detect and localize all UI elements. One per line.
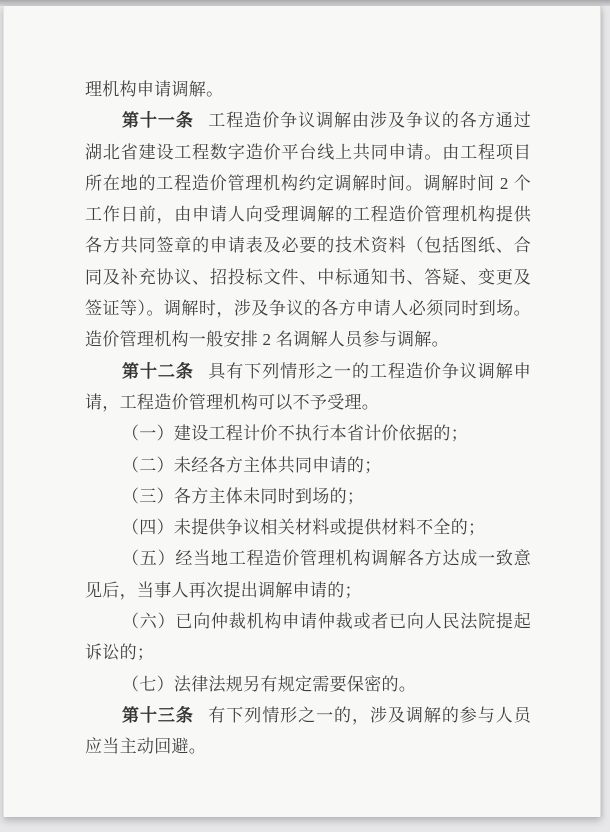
list-item-paragraph — [85, 606, 531, 669]
continuation-paragraph — [85, 74, 531, 105]
paragraph-text: （七）法律法规另有规定需要保密的。 — [122, 674, 417, 694]
article-paragraph — [85, 356, 531, 419]
list-item-paragraph — [85, 481, 531, 512]
article-paragraph — [85, 700, 531, 763]
paragraph-text: （二）未经各方主体共同申请的； — [122, 455, 382, 475]
paragraph-text: （一）建设工程计价不执行本省计价依据的； — [122, 424, 468, 444]
list-item-paragraph — [85, 450, 531, 481]
article-number: 第十三条 — [122, 705, 194, 725]
article-number: 第十一条 — [122, 111, 194, 131]
paragraph-text: 具有下列情形之一的工程造价争议调解申请，工程造价管理机构可以不予受理。 — [85, 361, 531, 412]
list-item-paragraph — [85, 512, 531, 543]
document-text-block — [85, 74, 531, 763]
article-number: 第十二条 — [122, 361, 194, 381]
paragraph-text: 有下列情形之一的，涉及调解的参与人员应当主动回避。 — [85, 705, 531, 757]
paragraph-text: （三）各方主体未同时到场的； — [122, 486, 365, 506]
paragraph-text: （六）已向仲裁机构申请仲裁或者已向人民法院提起诉讼的； — [85, 612, 531, 663]
paragraph-text: （五）经当地工程造价管理机构调解各方达成一致意见后，当事人再次提出调解申请的； — [85, 549, 531, 600]
article-paragraph — [85, 105, 531, 355]
list-item-paragraph — [85, 543, 531, 606]
list-item-paragraph — [85, 418, 531, 449]
list-item-paragraph — [85, 669, 531, 700]
paragraph-text: （四）未提供争议相关材料或提供材料不全的； — [122, 518, 486, 538]
paragraph-text: 理机构申请调解。 — [85, 80, 224, 99]
paragraph-text: 工程造价争议调解由涉及争议的各方通过湖北省建设工程数字造价平台线上共同申请。由工程项目所在地的工程造价管理机构约定调解时间。调解时间 2 个工作日前，由申请人向受理调解的工程造价管理机构提供各方共同签章的申请表及必要的技术资料（包括图纸、合同及补充协议、招投标文件、中标通知书、答疑、变更及签证等）。调解时，涉及争议的各方申请人必须同时到场。造价管理机构一般安排 2 名调解人员参与调解。 — [85, 111, 531, 350]
document-page — [3, 6, 601, 817]
